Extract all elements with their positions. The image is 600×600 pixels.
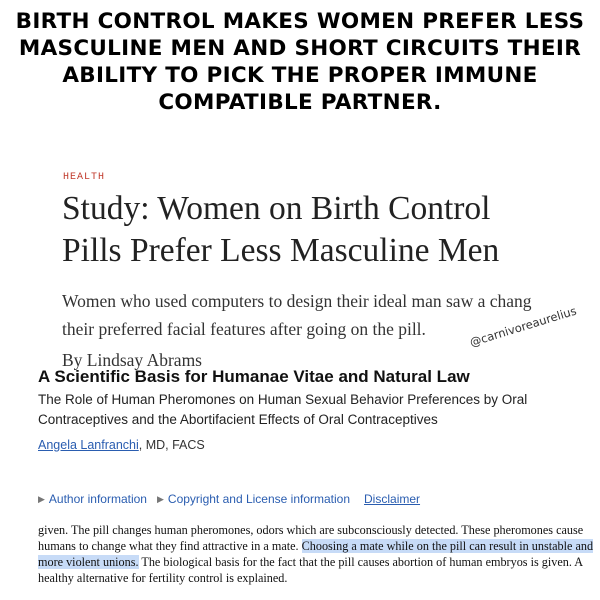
disclaimer-link[interactable]: Disclaimer [364, 492, 421, 506]
expand-triangle-icon[interactable]: ▶ [38, 493, 45, 504]
paper-subtitle [38, 390, 598, 430]
abstract-text: given. The pill changes human pheromones, odors which are subconsciously detected. These pheromones cause humans to change what they find attractive in a mate. [38, 523, 584, 553]
article-title [62, 188, 592, 272]
paper-subtitle-line: Contraceptives and the Abortifacient Effects of Oral Contraceptives [38, 412, 438, 427]
watermark: @carnivoreaurelius [468, 303, 579, 350]
copyright-license-link[interactable]: Copyright and License information [167, 492, 351, 506]
article-dek-line: Women who used computers to design their ideal man saw a chang [62, 291, 532, 311]
meme-headline [10, 8, 590, 116]
abstract-text: The biological basis for the fact that the pill causes abortion of human embryos is given. A healthy alternative for fertility control is explained. [38, 555, 583, 585]
section-tag[interactable]: HEALTH [63, 172, 106, 183]
paper-abstract [38, 522, 598, 586]
headline-line: ABILITY TO PICK THE PROPER IMMUNE [62, 63, 538, 88]
headline-line: BIRTH CONTROL MAKES WOMEN PREFER LESS [15, 9, 585, 34]
author-information-link[interactable]: Author information [48, 492, 147, 506]
article-byline: By Lindsay Abrams [62, 350, 202, 370]
headline-line: MASCULINE MEN AND SHORT CIRCUITS THEIR [18, 36, 582, 61]
paper-author [38, 438, 205, 452]
paper-title: A Scientific Basis for Humanae Vitae and Natural Law [38, 367, 470, 386]
article-title-line: Pills Prefer Less Masculine Men [62, 232, 500, 269]
highlighted-text: Choosing a mate while on the pill can result in unstable and more violent unions. [38, 539, 594, 569]
author-link[interactable]: Angela Lanfranchi [38, 438, 139, 452]
article-dek-line: their preferred facial features after going on the pill. [62, 319, 426, 339]
author-credentials: , MD, FACS [138, 438, 205, 452]
headline-line: COMPATIBLE PARTNER. [158, 90, 442, 115]
paper-info-links [38, 492, 420, 506]
expand-triangle-icon[interactable]: ▶ [156, 493, 164, 504]
article-title-line: Study: Women on Birth Control [62, 190, 491, 227]
paper-subtitle-line: The Role of Human Pheromones on Human Sexual Behavior Preferences by Oral [38, 392, 528, 407]
